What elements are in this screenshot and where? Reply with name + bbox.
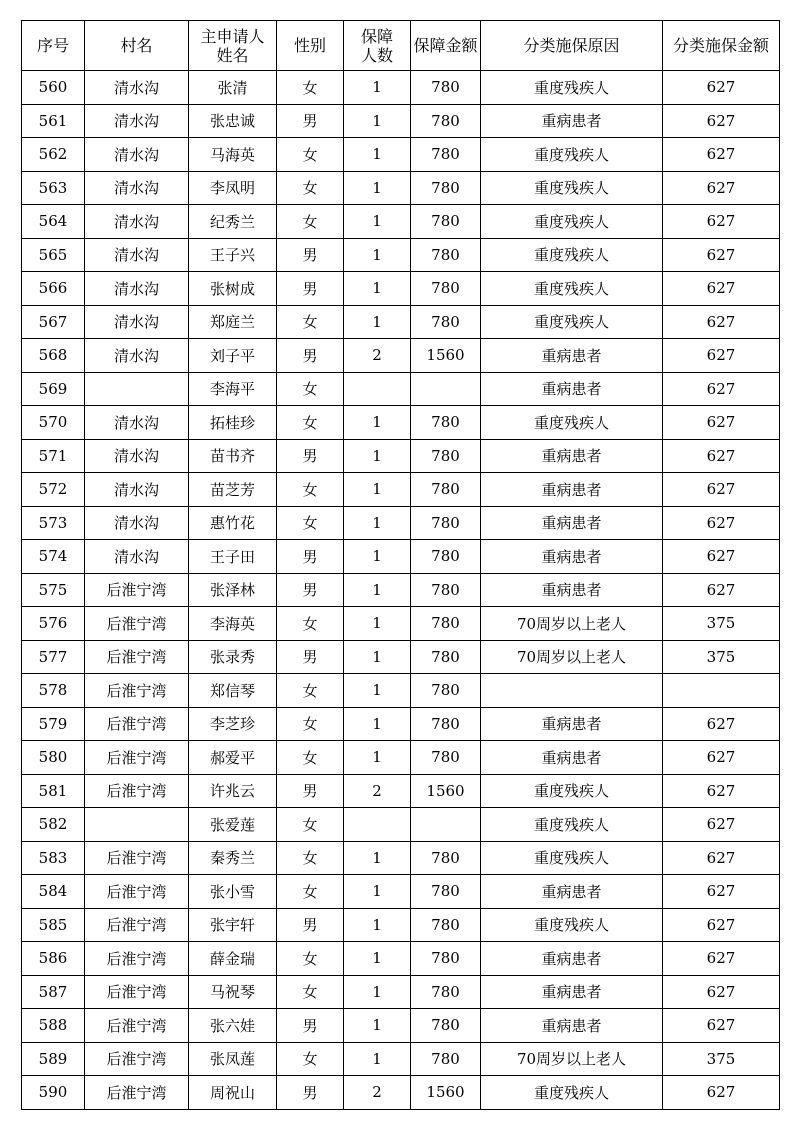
cell-amount: 780 [411, 707, 481, 741]
cell-applicant: 郝爱平 [189, 741, 277, 775]
cell-class-amount: 627 [663, 506, 780, 540]
cell-applicant: 李海英 [189, 607, 277, 641]
cell-applicant: 王子田 [189, 540, 277, 574]
cell-count: 1 [344, 104, 411, 138]
cell-applicant: 郑庭兰 [189, 305, 277, 339]
cell-applicant: 张清 [189, 71, 277, 105]
cell-applicant: 刘子平 [189, 339, 277, 373]
cell-applicant: 拓桂珍 [189, 406, 277, 440]
cell-amount: 780 [411, 205, 481, 239]
table-row [22, 272, 780, 306]
cell-class-amount: 627 [663, 975, 780, 1009]
cell-class-amount: 627 [663, 707, 780, 741]
cell-count: 1 [344, 875, 411, 909]
cell-reason [481, 674, 663, 708]
cell-count: 1 [344, 540, 411, 574]
table-row [22, 540, 780, 574]
cell-reason: 重病患者 [481, 975, 663, 1009]
cell-seq: 586 [22, 942, 85, 976]
cell-reason: 重度残疾人 [481, 238, 663, 272]
table-row [22, 808, 780, 842]
cell-reason: 70周岁以上老人 [481, 1042, 663, 1076]
cell-class-amount: 627 [663, 138, 780, 172]
table-row [22, 908, 780, 942]
table-row [22, 607, 780, 641]
cell-class-amount: 627 [663, 439, 780, 473]
cell-gender: 男 [277, 540, 344, 574]
table-body [22, 71, 780, 1110]
cell-count: 1 [344, 975, 411, 1009]
cell-village: 后淮宁湾 [85, 841, 189, 875]
cell-applicant: 张小雪 [189, 875, 277, 909]
cell-amount: 780 [411, 875, 481, 909]
cell-reason: 重度残疾人 [481, 908, 663, 942]
cell-class-amount: 627 [663, 942, 780, 976]
cell-gender: 女 [277, 607, 344, 641]
cell-count: 1 [344, 71, 411, 105]
cell-village: 后淮宁湾 [85, 774, 189, 808]
table-row [22, 506, 780, 540]
cell-count: 1 [344, 138, 411, 172]
cell-reason: 重病患者 [481, 339, 663, 373]
cell-amount: 780 [411, 272, 481, 306]
cell-gender: 女 [277, 875, 344, 909]
cell-reason: 重病患者 [481, 875, 663, 909]
cell-class-amount: 627 [663, 908, 780, 942]
cell-count: 1 [344, 942, 411, 976]
cell-village: 后淮宁湾 [85, 741, 189, 775]
cell-seq: 570 [22, 406, 85, 440]
cell-amount: 780 [411, 674, 481, 708]
cell-gender: 女 [277, 942, 344, 976]
cell-count: 1 [344, 171, 411, 205]
cell-class-amount: 375 [663, 607, 780, 641]
cell-applicant: 郑信琴 [189, 674, 277, 708]
cell-seq: 576 [22, 607, 85, 641]
cell-amount: 780 [411, 841, 481, 875]
cell-count: 1 [344, 908, 411, 942]
cell-village: 后淮宁湾 [85, 908, 189, 942]
cell-seq: 585 [22, 908, 85, 942]
cell-class-amount: 375 [663, 1042, 780, 1076]
cell-applicant: 李芝珍 [189, 707, 277, 741]
cell-gender: 男 [277, 439, 344, 473]
cell-village: 清水沟 [85, 439, 189, 473]
cell-reason: 重病患者 [481, 473, 663, 507]
cell-village: 清水沟 [85, 305, 189, 339]
cell-applicant: 周祝山 [189, 1076, 277, 1110]
cell-seq: 581 [22, 774, 85, 808]
cell-applicant: 苗书齐 [189, 439, 277, 473]
cell-amount: 780 [411, 741, 481, 775]
cell-seq: 571 [22, 439, 85, 473]
cell-reason: 重病患者 [481, 372, 663, 406]
cell-village: 后淮宁湾 [85, 975, 189, 1009]
cell-count: 1 [344, 305, 411, 339]
cell-count: 1 [344, 674, 411, 708]
cell-class-amount: 627 [663, 808, 780, 842]
cell-applicant: 张六娃 [189, 1009, 277, 1043]
cell-village: 清水沟 [85, 272, 189, 306]
cell-applicant: 张宇轩 [189, 908, 277, 942]
cell-village: 清水沟 [85, 406, 189, 440]
cell-amount [411, 372, 481, 406]
cell-seq: 569 [22, 372, 85, 406]
cell-gender: 女 [277, 841, 344, 875]
cell-amount: 780 [411, 104, 481, 138]
cell-reason: 重病患者 [481, 707, 663, 741]
cell-gender: 男 [277, 272, 344, 306]
cell-gender: 男 [277, 908, 344, 942]
table-row [22, 406, 780, 440]
cell-village: 清水沟 [85, 138, 189, 172]
cell-gender: 男 [277, 104, 344, 138]
cell-gender: 女 [277, 506, 344, 540]
cell-gender: 女 [277, 171, 344, 205]
cell-applicant: 李凤明 [189, 171, 277, 205]
cell-applicant: 张爱莲 [189, 808, 277, 842]
header-cell: 主申请人姓名 [189, 21, 277, 71]
table-row [22, 372, 780, 406]
cell-village: 后淮宁湾 [85, 875, 189, 909]
cell-amount: 780 [411, 238, 481, 272]
cell-class-amount: 627 [663, 741, 780, 775]
cell-seq: 567 [22, 305, 85, 339]
cell-reason: 重度残疾人 [481, 774, 663, 808]
cell-applicant: 张忠诚 [189, 104, 277, 138]
cell-gender: 男 [277, 238, 344, 272]
cell-applicant: 张树成 [189, 272, 277, 306]
cell-applicant: 秦秀兰 [189, 841, 277, 875]
cell-seq: 577 [22, 640, 85, 674]
cell-reason: 重度残疾人 [481, 1076, 663, 1110]
table-row [22, 205, 780, 239]
table-row [22, 104, 780, 138]
cell-village: 清水沟 [85, 71, 189, 105]
table-row [22, 473, 780, 507]
cell-village: 后淮宁湾 [85, 1076, 189, 1110]
cell-village: 清水沟 [85, 238, 189, 272]
cell-seq: 575 [22, 573, 85, 607]
cell-amount: 780 [411, 975, 481, 1009]
cell-amount: 780 [411, 1042, 481, 1076]
cell-applicant: 纪秀兰 [189, 205, 277, 239]
cell-class-amount: 627 [663, 1076, 780, 1110]
cell-count: 1 [344, 573, 411, 607]
cell-class-amount: 627 [663, 205, 780, 239]
cell-seq: 584 [22, 875, 85, 909]
cell-amount: 780 [411, 138, 481, 172]
header-cell: 村名 [85, 21, 189, 71]
table-row [22, 875, 780, 909]
cell-village: 后淮宁湾 [85, 573, 189, 607]
cell-amount: 780 [411, 908, 481, 942]
cell-reason: 重病患者 [481, 573, 663, 607]
cell-village: 后淮宁湾 [85, 707, 189, 741]
cell-amount: 780 [411, 540, 481, 574]
cell-gender: 女 [277, 741, 344, 775]
header-cell: 序号 [22, 21, 85, 71]
cell-gender: 女 [277, 808, 344, 842]
cell-seq: 583 [22, 841, 85, 875]
table-row [22, 1076, 780, 1110]
cell-seq: 580 [22, 741, 85, 775]
cell-gender: 女 [277, 473, 344, 507]
cell-gender: 女 [277, 138, 344, 172]
table-row [22, 640, 780, 674]
cell-reason: 重病患者 [481, 1009, 663, 1043]
cell-gender: 女 [277, 71, 344, 105]
cell-count: 1 [344, 841, 411, 875]
cell-count: 1 [344, 1042, 411, 1076]
cell-amount: 780 [411, 607, 481, 641]
cell-village: 清水沟 [85, 506, 189, 540]
cell-amount: 780 [411, 171, 481, 205]
cell-class-amount: 627 [663, 71, 780, 105]
cell-amount: 780 [411, 573, 481, 607]
cell-class-amount: 627 [663, 272, 780, 306]
table-row [22, 975, 780, 1009]
cell-reason: 重度残疾人 [481, 171, 663, 205]
cell-village: 清水沟 [85, 473, 189, 507]
cell-amount [411, 808, 481, 842]
table-row [22, 238, 780, 272]
cell-seq: 588 [22, 1009, 85, 1043]
cell-reason: 重度残疾人 [481, 808, 663, 842]
cell-reason: 重病患者 [481, 942, 663, 976]
cell-count: 1 [344, 741, 411, 775]
cell-reason: 70周岁以上老人 [481, 640, 663, 674]
cell-village: 清水沟 [85, 205, 189, 239]
cell-seq: 587 [22, 975, 85, 1009]
cell-gender: 女 [277, 1042, 344, 1076]
cell-applicant: 张凤莲 [189, 1042, 277, 1076]
cell-gender: 男 [277, 774, 344, 808]
cell-village: 后淮宁湾 [85, 1009, 189, 1043]
table-row [22, 339, 780, 373]
cell-gender: 女 [277, 707, 344, 741]
cell-applicant: 许兆云 [189, 774, 277, 808]
table-row [22, 942, 780, 976]
table-row [22, 741, 780, 775]
cell-reason: 重度残疾人 [481, 841, 663, 875]
cell-seq: 561 [22, 104, 85, 138]
cell-seq: 560 [22, 71, 85, 105]
cell-reason: 重病患者 [481, 741, 663, 775]
table-row [22, 841, 780, 875]
cell-applicant: 张泽林 [189, 573, 277, 607]
cell-applicant: 惠竹花 [189, 506, 277, 540]
table-row [22, 138, 780, 172]
cell-gender: 男 [277, 573, 344, 607]
cell-reason: 重度残疾人 [481, 71, 663, 105]
table-row [22, 774, 780, 808]
cell-seq: 566 [22, 272, 85, 306]
cell-count: 1 [344, 238, 411, 272]
cell-amount: 780 [411, 71, 481, 105]
cell-class-amount: 375 [663, 640, 780, 674]
cell-gender: 女 [277, 372, 344, 406]
cell-count: 2 [344, 1076, 411, 1110]
cell-seq: 582 [22, 808, 85, 842]
cell-count: 1 [344, 607, 411, 641]
cell-class-amount: 627 [663, 372, 780, 406]
cell-class-amount: 627 [663, 238, 780, 272]
cell-amount: 780 [411, 473, 481, 507]
table-row [22, 439, 780, 473]
cell-seq: 562 [22, 138, 85, 172]
cell-village: 后淮宁湾 [85, 674, 189, 708]
cell-seq: 589 [22, 1042, 85, 1076]
cell-applicant: 薛金瑞 [189, 942, 277, 976]
cell-gender: 女 [277, 674, 344, 708]
cell-amount: 1560 [411, 339, 481, 373]
cell-seq: 572 [22, 473, 85, 507]
table-row [22, 1009, 780, 1043]
cell-count [344, 808, 411, 842]
cell-seq: 590 [22, 1076, 85, 1110]
cell-count: 1 [344, 473, 411, 507]
cell-count: 1 [344, 640, 411, 674]
cell-class-amount: 627 [663, 339, 780, 373]
cell-reason: 重度残疾人 [481, 305, 663, 339]
table-row [22, 71, 780, 105]
cell-gender: 男 [277, 1009, 344, 1043]
cell-class-amount: 627 [663, 540, 780, 574]
cell-seq: 564 [22, 205, 85, 239]
table-row [22, 674, 780, 708]
cell-amount: 780 [411, 506, 481, 540]
table-row [22, 573, 780, 607]
cell-reason: 70周岁以上老人 [481, 607, 663, 641]
cell-amount: 780 [411, 942, 481, 976]
cell-gender: 男 [277, 339, 344, 373]
cell-applicant: 马海英 [189, 138, 277, 172]
cell-reason: 重度残疾人 [481, 406, 663, 440]
cell-class-amount [663, 674, 780, 708]
cell-gender: 男 [277, 1076, 344, 1110]
table-row [22, 171, 780, 205]
cell-gender: 女 [277, 205, 344, 239]
cell-count: 2 [344, 339, 411, 373]
cell-village: 清水沟 [85, 104, 189, 138]
cell-applicant: 王子兴 [189, 238, 277, 272]
cell-reason: 重病患者 [481, 540, 663, 574]
cell-count: 2 [344, 774, 411, 808]
header-cell: 分类施保原因 [481, 21, 663, 71]
cell-count: 1 [344, 205, 411, 239]
cell-count [344, 372, 411, 406]
cell-village: 后淮宁湾 [85, 942, 189, 976]
cell-applicant: 苗芝芳 [189, 473, 277, 507]
cell-class-amount: 627 [663, 573, 780, 607]
cell-count: 1 [344, 1009, 411, 1043]
cell-gender: 男 [277, 640, 344, 674]
cell-gender: 女 [277, 975, 344, 1009]
table-row [22, 707, 780, 741]
cell-seq: 563 [22, 171, 85, 205]
cell-class-amount: 627 [663, 473, 780, 507]
cell-amount: 1560 [411, 774, 481, 808]
cell-seq: 565 [22, 238, 85, 272]
cell-applicant: 马祝琴 [189, 975, 277, 1009]
header-cell: 性别 [277, 21, 344, 71]
cell-amount: 780 [411, 406, 481, 440]
cell-village: 后淮宁湾 [85, 1042, 189, 1076]
cell-village [85, 372, 189, 406]
cell-reason: 重度残疾人 [481, 205, 663, 239]
cell-amount: 780 [411, 1009, 481, 1043]
table-row [22, 305, 780, 339]
header-row [22, 21, 780, 71]
cell-seq: 568 [22, 339, 85, 373]
cell-village: 后淮宁湾 [85, 640, 189, 674]
cell-class-amount: 627 [663, 1009, 780, 1043]
table-row [22, 1042, 780, 1076]
cell-amount: 780 [411, 305, 481, 339]
cell-gender: 女 [277, 305, 344, 339]
cell-class-amount: 627 [663, 841, 780, 875]
cell-seq: 578 [22, 674, 85, 708]
header-cell: 保障人数 [344, 21, 411, 71]
cell-count: 1 [344, 272, 411, 306]
cell-class-amount: 627 [663, 406, 780, 440]
assistance-table [21, 20, 780, 1110]
cell-seq: 574 [22, 540, 85, 574]
cell-count: 1 [344, 707, 411, 741]
cell-count: 1 [344, 439, 411, 473]
cell-amount: 780 [411, 640, 481, 674]
header-cell: 保障金额 [411, 21, 481, 71]
cell-count: 1 [344, 406, 411, 440]
cell-reason: 重病患者 [481, 104, 663, 138]
cell-seq: 573 [22, 506, 85, 540]
cell-applicant: 张录秀 [189, 640, 277, 674]
cell-seq: 579 [22, 707, 85, 741]
cell-gender: 女 [277, 406, 344, 440]
cell-count: 1 [344, 506, 411, 540]
cell-class-amount: 627 [663, 104, 780, 138]
cell-reason: 重度残疾人 [481, 138, 663, 172]
cell-class-amount: 627 [663, 305, 780, 339]
cell-reason: 重病患者 [481, 439, 663, 473]
cell-amount: 780 [411, 439, 481, 473]
cell-village: 后淮宁湾 [85, 607, 189, 641]
header-cell: 分类施保金额 [663, 21, 780, 71]
cell-applicant: 李海平 [189, 372, 277, 406]
cell-village: 清水沟 [85, 171, 189, 205]
cell-reason: 重病患者 [481, 506, 663, 540]
cell-reason: 重度残疾人 [481, 272, 663, 306]
cell-village: 清水沟 [85, 540, 189, 574]
cell-class-amount: 627 [663, 774, 780, 808]
cell-village [85, 808, 189, 842]
cell-amount: 1560 [411, 1076, 481, 1110]
cell-class-amount: 627 [663, 875, 780, 909]
cell-class-amount: 627 [663, 171, 780, 205]
cell-village: 清水沟 [85, 339, 189, 373]
